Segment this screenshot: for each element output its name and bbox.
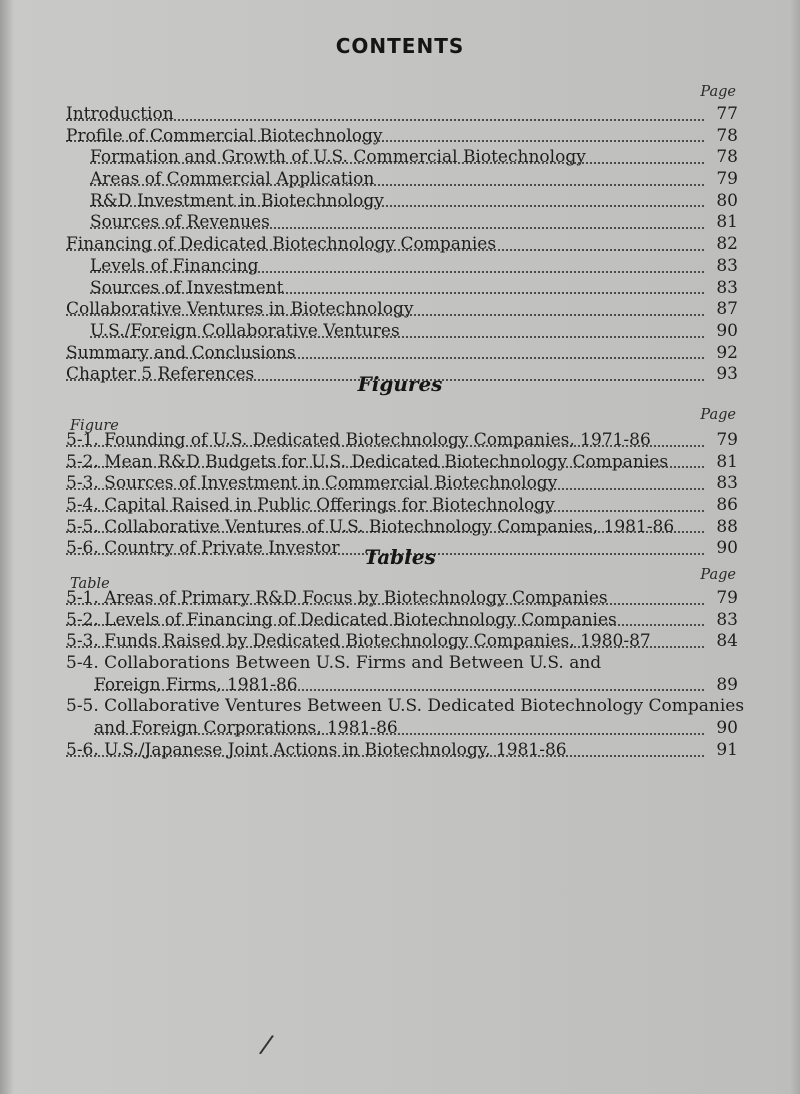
figure-entry	[66, 473, 738, 495]
figures-page-column-header: Page	[700, 407, 736, 423]
entry-title: Introduction	[66, 104, 174, 124]
entry-page-number: 83	[716, 473, 738, 494]
table-entry	[66, 610, 738, 632]
toc-entry	[66, 299, 738, 321]
contents-list	[66, 104, 738, 386]
entry-page-number: 92	[716, 342, 738, 363]
entry-title: Profile of Commercial Biotechnology	[66, 125, 383, 146]
entry-title: 5-1. Founding of U.S. Dedicated Biotechnology Companies, 1971-86	[66, 430, 651, 450]
entry-page-number: 90	[716, 538, 738, 559]
table-entry	[66, 740, 738, 762]
entry-title: Chapter 5 References	[66, 364, 255, 385]
entry-page-number: 83	[716, 255, 738, 276]
entry-title: 5-3. Funds Raised by Dedicated Biotechnology Companies, 1980-87	[66, 631, 651, 652]
table-column-header: Table	[70, 576, 110, 592]
entry-title: Levels of Financing	[90, 255, 259, 276]
entry-page-number: 83	[716, 277, 738, 298]
entry-title: 5-6. U.S./Japanese Joint Actions in Biotechnology, 1981-86	[66, 739, 567, 760]
table-entry	[66, 653, 738, 675]
figure-entry	[66, 495, 738, 517]
entry-title: Areas of Commercial Application	[90, 169, 375, 190]
entry-title: Collaborative Ventures in Biotechnology	[66, 299, 414, 320]
entry-title: Financing of Dedicated Biotechnology Companies	[66, 234, 497, 255]
figure-entry	[66, 430, 738, 452]
entry-title: Formation and Growth of U.S. Commercial Biotechnology	[90, 147, 586, 168]
toc-entry	[66, 169, 738, 191]
entry-page-number: 82	[716, 234, 738, 255]
table-entry-continuation	[66, 718, 738, 740]
toc-entry	[66, 278, 738, 300]
tables-heading: Tables	[364, 545, 436, 569]
page-column-header: Page	[700, 84, 736, 100]
figures-heading: Figures	[357, 372, 443, 396]
entry-title: Sources of Investment	[90, 277, 284, 298]
table-entry	[66, 631, 738, 653]
entry-page-number: 78	[716, 125, 738, 146]
toc-entry	[66, 321, 738, 343]
entry-title: Foreign Firms, 1981-86	[94, 674, 298, 695]
entry-title: Summary and Conclusions	[66, 342, 296, 363]
figure-entry	[66, 517, 738, 539]
pencil-mark: /	[257, 1029, 276, 1061]
toc-entry	[66, 234, 738, 256]
entry-page-number: 83	[716, 609, 738, 630]
entry-page-number: 80	[716, 190, 738, 211]
entry-title: U.S./Foreign Collaborative Ventures	[90, 320, 400, 341]
figure-entry	[66, 452, 738, 474]
entry-page-number: 86	[716, 495, 738, 516]
entry-title: 5-4. Collaborations Between U.S. Firms and Between U.S. and	[66, 653, 602, 674]
entry-page-number: 87	[716, 299, 738, 320]
entry-title: 5-6. Country of Private Investor	[66, 538, 340, 559]
entry-title: R&D Investment in Biotechnology	[90, 190, 384, 211]
figures-list	[66, 430, 738, 560]
entry-page-number: 89	[716, 674, 738, 695]
figure-column-header: Figure	[70, 418, 119, 434]
toc-entry	[66, 104, 738, 126]
entry-title: 5-4. Capital Raised in Public Offerings for Biotechnology	[66, 495, 555, 516]
toc-entry	[66, 147, 738, 169]
entry-page-number: 91	[716, 739, 738, 760]
entry-page-number: 90	[716, 718, 738, 739]
page-title: CONTENTS	[335, 34, 465, 58]
entry-page-number: 77	[716, 104, 738, 124]
entry-title: 5-5. Collaborative Ventures Between U.S. Dedicated Biotechnology Companies	[66, 696, 745, 717]
entry-title: 5-5. Collaborative Ventures of U.S. Biotechnology Companies, 1981-86	[66, 516, 675, 537]
table-entry	[66, 696, 745, 718]
entry-page-number: 79	[716, 430, 738, 450]
entry-page-number: 78	[716, 147, 738, 168]
tables-list	[66, 588, 745, 762]
toc-entry	[66, 126, 738, 148]
entry-page-number: 84	[716, 631, 738, 652]
entry-page-number: 81	[716, 212, 738, 233]
toc-entry	[66, 191, 738, 213]
entry-page-number: 90	[716, 320, 738, 341]
entry-title: and Foreign Corporations, 1981-86	[94, 718, 398, 739]
entry-title: 5-3. Sources of Investment in Commercial Biotechnology	[66, 473, 558, 494]
entry-page-number: 79	[716, 588, 738, 608]
entry-title: 5-1. Areas of Primary R&D Focus by Biotechnology Companies	[66, 588, 608, 608]
entry-page-number: 88	[716, 516, 738, 537]
table-entry	[66, 588, 738, 610]
entry-title: 5-2. Mean R&D Budgets for U.S. Dedicated Biotechnology Companies	[66, 451, 669, 472]
entry-page-number: 93	[716, 364, 738, 385]
entry-title: 5-2. Levels of Financing of Dedicated Biotechnology Companies	[66, 609, 617, 630]
entry-title: Sources of Revenues	[90, 212, 270, 233]
entry-page-number: 79	[716, 169, 738, 190]
tables-page-column-header: Page	[700, 567, 736, 583]
toc-entry	[66, 256, 738, 278]
toc-entry	[66, 212, 738, 234]
toc-entry	[66, 343, 738, 365]
table-entry-continuation	[66, 675, 738, 697]
entry-page-number: 81	[716, 451, 738, 472]
